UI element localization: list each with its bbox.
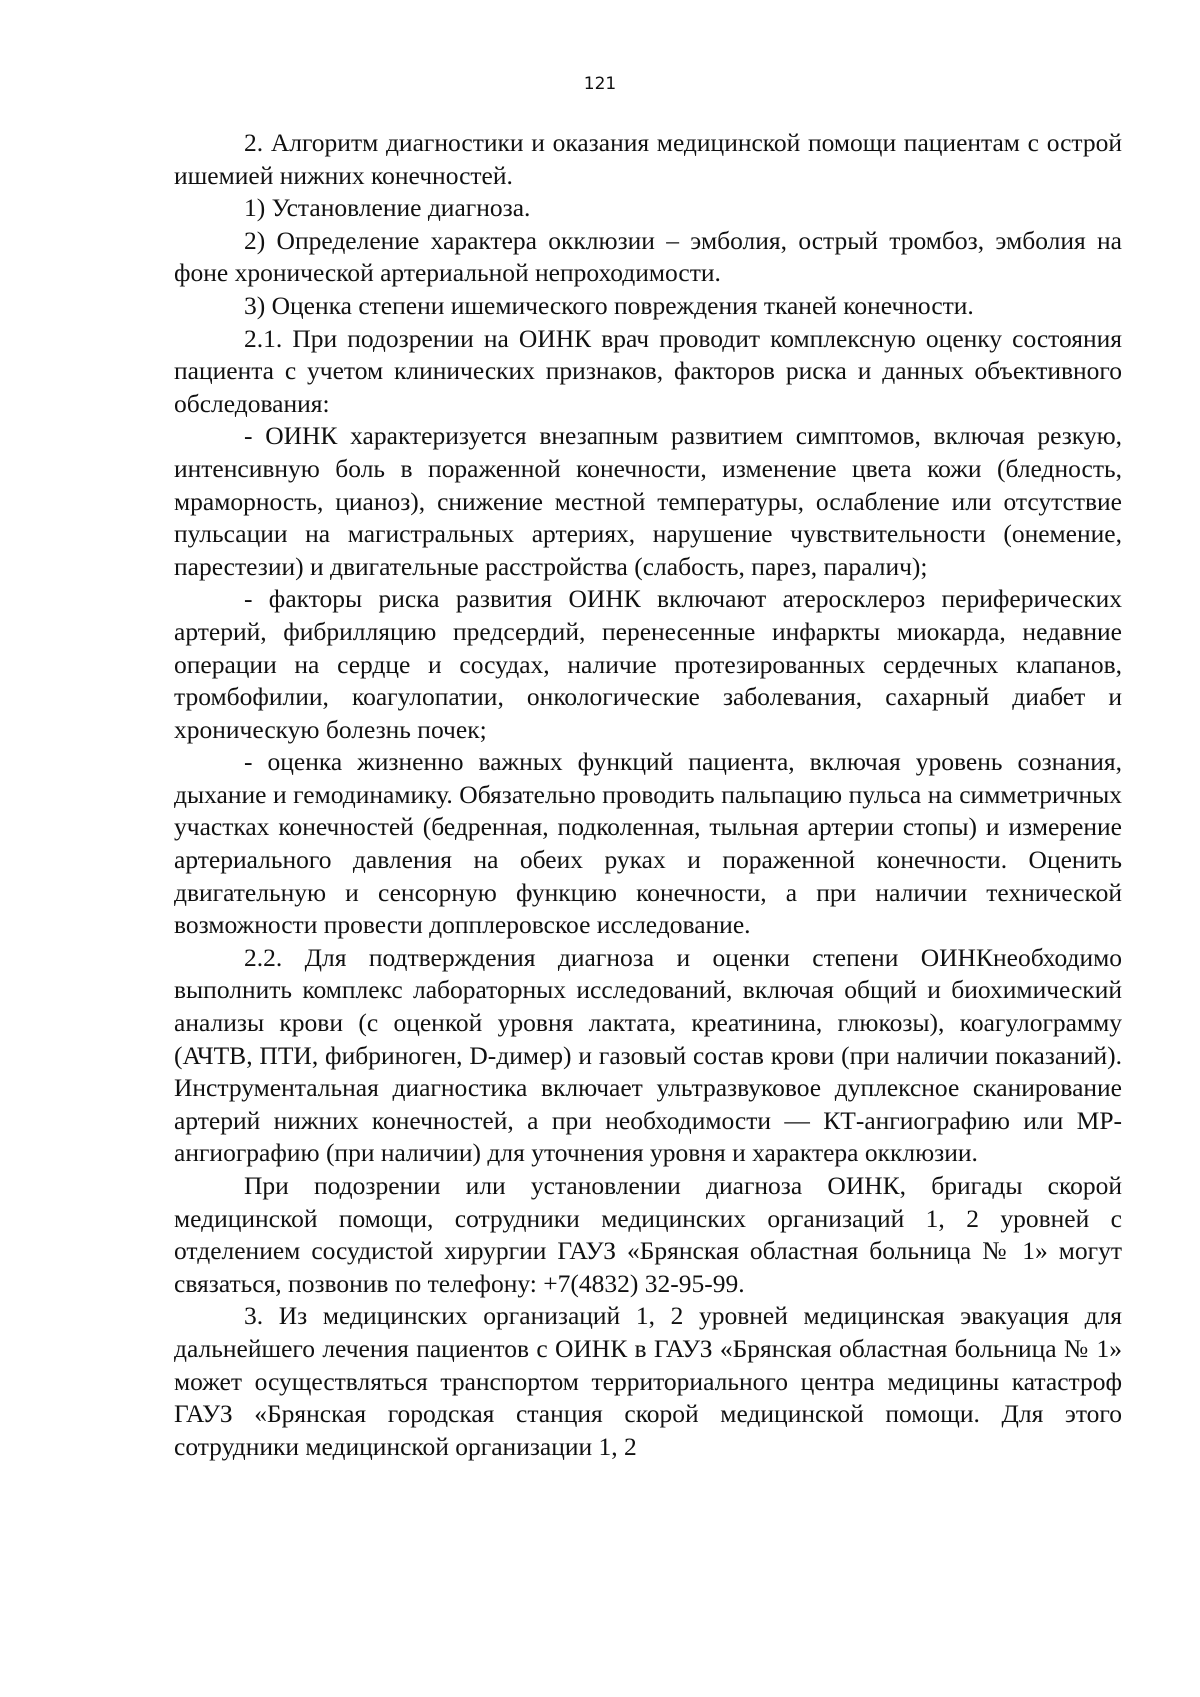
paragraph-step-2: 2) Определение характера окклюзии – эмболия, острый тромбоз, эмболия на фоне хронической артериальной непроходимости.	[174, 225, 1122, 288]
paragraph-step-3: 3) Оценка степени ишемического повреждения тканей конечности.	[244, 290, 974, 320]
paragraph-symptoms: - ОИНК характеризуется внезапным развитием симптомов, включая резкую, интенсивную боль в пораженной конечности, изменение цвета кожи (бледность, мраморность, цианоз), снижение местной температуры, ослабление или отсутствие пульсации на магистральных артериях, нарушение чувствительности (онемение, парестезии) и двигательные расстройства (слабость, парез, паралич);	[174, 421, 1122, 581]
document-body	[174, 127, 1122, 1463]
paragraph-risk-factors: - факторы риска развития ОИНК включают атеросклероз периферических артерий, фибрилляцию предсердий, перенесенные инфаркты миокарда, недавние операции на сердце и сосудах, наличие протезированных сердечных клапанов, тромбофилии, коагулопатии, онкологические заболевания, сахарный диабет и хроническую болезнь почек;	[174, 584, 1122, 744]
paragraph-section-3-evacuation: 3. Из медицинских организаций 1, 2 уровней медицинская эвакуация для дальнейшего лечения пациентов с ОИНК в ГАУЗ «Брянская областная больница № 1» может осуществляться транспортом территориального центра медицины катастроф ГАУЗ «Брянская городская станция скорой медицинской помощи. Для этого сотрудники медицинской организации 1, 2	[174, 1301, 1122, 1461]
paragraph-section-2-1: 2.1. При подозрении на ОИНК врач проводит комплексную оценку состояния пациента с учетом клинических признаков, факторов риска и данных объективного обследования:	[174, 323, 1122, 418]
page-number: 121	[583, 74, 617, 94]
paragraph-step-1: 1) Установление диагноза.	[244, 193, 531, 223]
paragraph-section-2-2: 2.2. Для подтверждения диагноза и оценки степени ОИНКнеобходимо выполнить комплекс лабораторных исследований, включая общий и биохимический анализы крови (с оценкой уровня лактата, креатинина, глюкозы), коагулограмму (АЧТВ, ПТИ, фибриноген, D-димер) и газовый состав крови (при наличии показаний). Инструментальная диагностика включает ультразвуковое дуплексное сканирование артерий нижних конечностей, а при необходимости — КТ-ангиографию или МР-ангиографию (при наличии) для уточнения уровня и характера окклюзии.	[174, 942, 1122, 1168]
paragraph-contact-phone: При подозрении или установлении диагноза ОИНК, бригады скорой медицинской помощи, сотрудники медицинских организаций 1, 2 уровней с отделением сосудистой хирургии ГАУЗ «Брянская областная больница № 1» могут связаться, позвонив по телефону: +7(4832) 32-95-99.	[174, 1171, 1122, 1298]
paragraph-algorithm-title: 2. Алгоритм диагностики и оказания медицинской помощи пациентам с острой ишемией нижних конечностей.	[174, 128, 1122, 190]
paragraph-vital-functions: - оценка жизненно важных функций пациента, включая уровень сознания, дыхание и гемодинамику. Обязательно проводить пальпацию пульса на симметричных участках конечностей (бедренная, подколенная, тыльная артерии стопы) и измерение артериального давления на обеих руках и пораженной конечности. Оценить двигательную и сенсорную функцию конечности, а при наличии технической возможности провести допплеровское исследование.	[174, 747, 1122, 940]
